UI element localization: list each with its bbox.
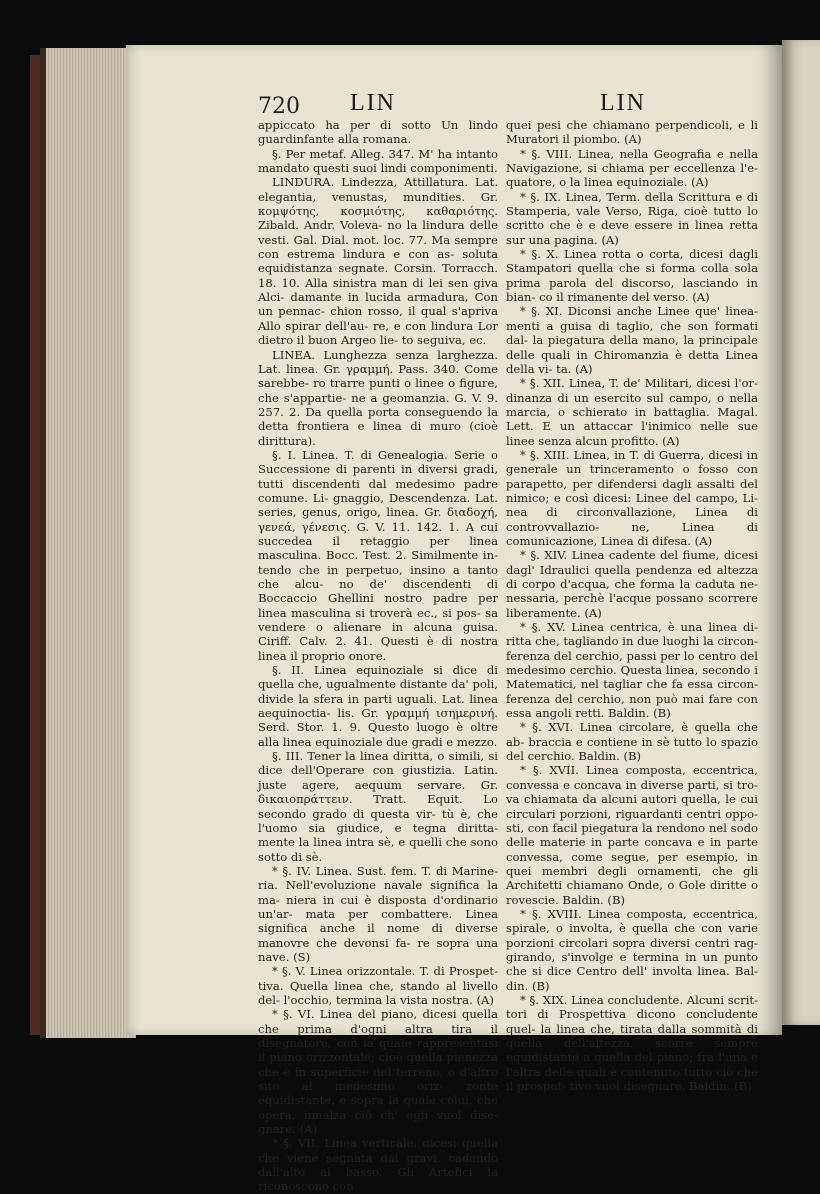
- dictionary-entry: * §. X. Linea rotta o corta, dicesi dagli Stampatori quella che si forma colla sola prima parola del discorso, lasciando in bian- co il rimanente del verso. (A): [506, 247, 758, 305]
- dictionary-entry: * §. IX. Linea, Term. della Scrittura e di Stamperia, vale Verso, Riga, cioè tutto lo scritto che è e deve essere in linea retta sur una pagina. (A): [506, 189, 758, 247]
- dictionary-entry: appiccato ha per di sotto Un lindo guardinfante alla romana.: [258, 118, 498, 147]
- dictionary-entry: * §. IV. Linea. Sust. fem. T. di Marine- ria. Nell'evoluzione navale significa la ma- niera in cui è disposta d'ordinario un'ar- mata per combattere. Linea significa anche il nome di diverse manovre che devonsi fa- re sopra una nave. (S): [258, 863, 498, 964]
- dictionary-entry: * §. XIII. Linea, in T. di Guerra, dicesi in generale un trinceramento o fosso con parapetto, per difendersi dagli assalti del nimico; e così dicesi: Linee del campo, Li- nea di circonvallazione, Linea di controvvallazio- ne, Linea di comunicazione, Linea di difesa. (A): [506, 447, 758, 548]
- dictionary-entry: §. I. Linea. T. di Genealogia. Serie o Successione di parenti in diversi gradi, tutti discendenti dal medesimo padre comune. Li- gnaggio, Descendenza. Lat. series, genus, origo, linea. Gr. διαδοχή, γενεά, γένεσις. G. V. 11. 142. 1. A cui succedea il retaggio per linea masculina. Bocc. Test. 2. Similmente in- tendo che in perpetuo, insino a tanto che alcu- no de' discendenti di Boccaccio Ghellini nostro padre per linea masculina si troverà ec., si pos- sa vendere o alienare in alcuna guisa. Ciriff. Calv. 2. 41. Questi è di nostra linea il proprio onore.: [258, 447, 498, 663]
- right-column: [506, 118, 758, 1093]
- running-head-left: LIN: [350, 90, 396, 116]
- page-number: 720: [258, 94, 300, 119]
- left-column: [258, 118, 498, 1194]
- dictionary-entry: * §. VII. Linea verticale, dicesi quella che viene segnata dai gravi, cadendo dall'alto al basso. Gli Artefici la riconoscono con: [258, 1136, 498, 1194]
- dictionary-entry: §. Per metaf. Alleg. 347. M' ha intanto mandato questi suoi lindi componimenti.: [258, 146, 498, 176]
- dictionary-entry: * §. XI. Diconsi anche Linee que' linea- menti a guisa di taglio, che son formati dal- la piegatura della mano, la principale delle quali in Chiromanzia è detta Linea della vi- ta. (A): [506, 304, 758, 376]
- dictionary-entry: quei pesi che chiamano perpendicoli, e li Muratori il piombo. (A): [506, 118, 758, 147]
- dictionary-entry: * §. XVIII. Linea composta, eccentrica, spirale, o involta, è quella che con varie porzioni circolari sopra diversi centri rag- girando, s'involge e termina in un punto che si dice Centro dell' involta linea. Bal- din. (B): [506, 906, 758, 993]
- dictionary-entry: * §. XIX. Linea concludente. Alcuni scrit- tori di Prospettiva dicono concludente quel- la linea che, tirata dalla sommità di quella dell'altezza, scorre sempre equidistante a quella del piano; fra l'una e l'altra delle quali è contenuto tutto ciò che il prospet- tivo vuol disegnare. Baldin. (B): [506, 992, 758, 1094]
- running-head-right: LIN: [600, 90, 646, 116]
- dictionary-entry: * §. VIII. Linea, nella Geografia e nella Navigazione, si chiama per eccellenza l'e- quatore, o la linea equinoziale. (A): [506, 146, 758, 190]
- dictionary-entry: * §. XII. Linea, T. de' Militari, dicesi l'or- dinanza di un esercito sul campo, o nella marcia, o schierato in battaglia. Magal. Lett. E un attaccar l'inimico nelle sue linee senza alcun profitto. (A): [506, 376, 758, 448]
- dictionary-entry: §. II. Linea equinoziale si dice di quella che, ugualmente distante da' poli, divide la sfera in parti uguali. Lat. linea aequinoctia- lis. Gr. γραμμή ισημερινή. Serd. Stor. 1. 9. Questo luogo è oltre alla linea equinoziale due gradi e mezzo.: [258, 663, 498, 749]
- dictionary-entry: * §. VI. Linea del piano, dicesi quella che prima d'ogni altra tira il disegnatore, con la quale rappresentasi il piano orizzontale; cioè quella pienezza che è in superficie del terreno, o d'altro sito al medesimo oriz- zonte equidistante, e sopra la quale colui, che opera, innalza ciò ch' egli vuol dise- gnare. (A): [258, 1007, 498, 1137]
- dictionary-entry: LINEA. Lunghezza senza larghezza. Lat. linea. Gr. γραμμή. Pass. 340. Come sarebbe- ro trarre punti o linee o figure, che s'appartie- ne a geomanzia. G. V. 9. 257. 2. Da quella porta conseguendo la detta frontiera e linea di muro (cioè dirittura).: [258, 347, 498, 448]
- page-edges: [40, 48, 136, 1038]
- facing-page-edge: [782, 40, 820, 1025]
- dictionary-entry: * §. V. Linea orizzontale. T. di Prospet- tiva. Quella linea che, stando al livello del- l'occhio, termina la vista nostra. (A): [258, 964, 498, 1007]
- dictionary-entry: * §. XIV. Linea cadente del fiume, dicesi dagl' Idraulici quella pendenza ed altezza di corpo d'acqua, che forma la caduta ne- nessaria, perchè l'acque possano scorrere liberamente. (A): [506, 548, 758, 620]
- dictionary-entry: §. III. Tener la linea diritta, o simili, si dice dell'Operare con giustizia. Latin. juste agere, aequum servare. Gr. δικαιοπράττειν. Tratt. Equit. Lo secondo grado di questa vir- tù è, che l'uomo sia giudice, e tegna diritta- mente la linea intra sè, e quelli che sono sotto di sè.: [258, 749, 498, 864]
- dictionary-entry: LINDURA. Lindezza, Attillatura. Lat. elegantia, venustas, mundities. Gr. κομψότης, κοσμιότης, καθαριότης. Zibald. Andr. Voleva- no la lindura delle vesti. Gal. Dial. mot. loc. 77. Ma sempre con estrema lindura e con as- soluta equidistanza segnate. Corsin. Torracch. 18. 10. Alla sinistra man di lei sen giva Alci- damante in lucida armadura, Con un pennac- chion rosso, il qual s'apriva Allo spirar dell'au- re, e con lindura Lor dietro il buon Argeo lie- to seguiva, ec.: [258, 175, 498, 348]
- dictionary-entry: * §. XVI. Linea circolare, è quella che ab- braccia e contiene in sè tutto lo spazio del cerchio. Baldin. (B): [506, 720, 758, 764]
- dictionary-entry: * §. XVII. Linea composta, eccentrica, convessa e concava in diverse parti, si tro- va chiamata da alcuni autori quella, le cui circulari porzioni, riguardanti centri oppo- sti, con facil piegatura la rendono nel sodo delle materie in parte concava e in parte convessa, come segue, per esempio, in quei membri degli ornamenti, che gli Architetti chiamano Onde, o Gole diritte o rovescie. Baldin. (B): [506, 763, 758, 907]
- dictionary-entry: * §. XV. Linea centrica, è una linea di- ritta che, tagliando in due luoghi la circon- ferenza del cerchio, passi per lo centro del medesimo cerchio. Questa linea, secondo i Matematici, nel tagliar che fa essa circon- ferenza del cerchio, non può mai fare con essa angoli retti. Baldin. (B): [506, 620, 758, 721]
